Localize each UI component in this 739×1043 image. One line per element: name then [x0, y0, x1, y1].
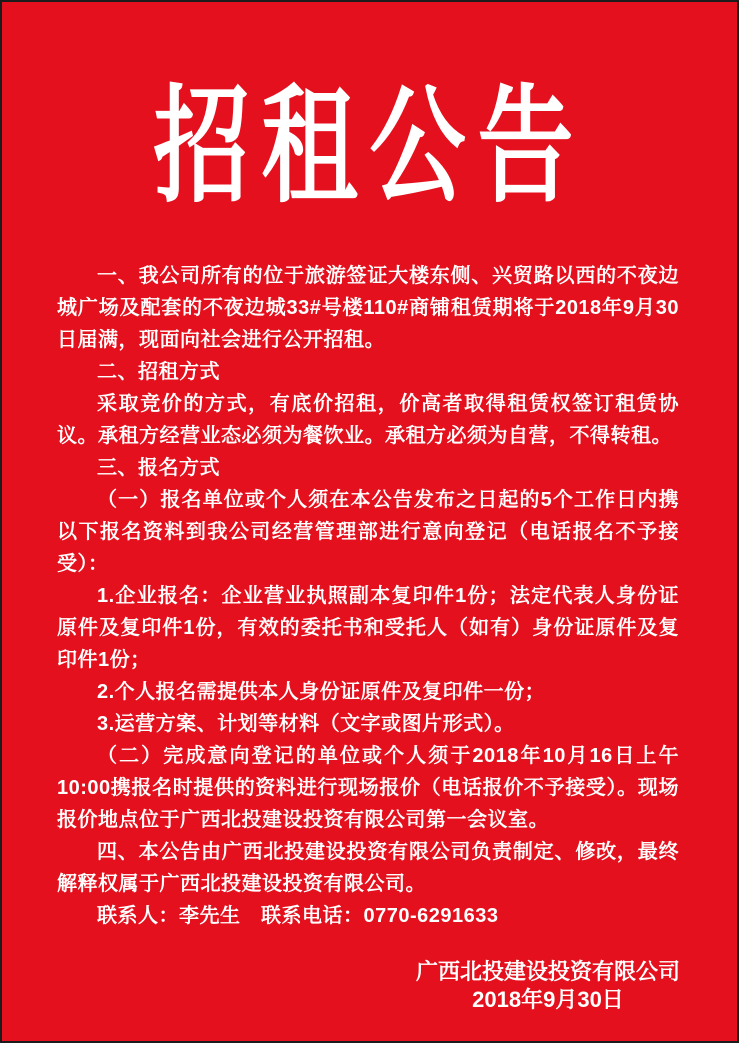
signature-date: 2018年9月30日 [472, 987, 624, 1012]
paragraph-requirement-1: 1.企业报名：企业营业执照副本复印件1份；法定代表人身份证原件及复印件1份，有效的委托书和受托人（如有）身份证原件及复印件1份； [57, 585, 679, 671]
paragraph-section-3-heading: 三、报名方式 [97, 457, 220, 479]
paragraph-section-3-item-1: （一）报名单位或个人须在本公告发布之日起的5个工作日内携以下报名资料到我公司经营管理部进行意向登记（电话报名不予接受）： [57, 489, 679, 575]
contact-line: 联系人：李先生 联系电话：0770-6291633 [97, 905, 499, 927]
paragraph-section-2-heading: 二、招租方式 [97, 361, 220, 383]
paragraph-section-4: 四、本公告由广西北投建设投资有限公司负责制定、修改，最终解释权属于广西北投建设投资有限公司。 [57, 841, 679, 895]
paragraph-requirement-2: 2.个人报名需提供本人身份证原件及复印件一份； [97, 681, 546, 703]
paragraph-section-2-body: 采取竞价的方式，有底价招租，价高者取得租赁权签订租赁协议。承租方经营业态必须为餐饮业。承租方必须为自营，不得转租。 [57, 393, 679, 447]
announcement-body [2, 260, 737, 932]
paragraph-section-1: 一、我公司所有的位于旅游签证大楼东侧、兴贸路以西的不夜边城广场及配套的不夜边城33#号楼110#商铺租赁期将于2018年9月30日届满，现面向社会进行公开招租。 [57, 265, 679, 351]
signature-company: 广西北投建设投资有限公司 [415, 959, 680, 984]
paragraph-requirement-3: 3.运营方案、计划等材料（文字或图片形式）。 [97, 713, 515, 735]
poster-title: 招租公告 [153, 71, 586, 221]
paragraph-section-3-item-2: （二）完成意向登记的单位或个人须于2018年10月16日上午10:00携报名时提供的资料进行现场报价（电话报价不予接受）。现场报价地点位于广西北投建设投资有限公司第一会议室。 [57, 745, 679, 831]
signature-block [2, 958, 737, 1014]
